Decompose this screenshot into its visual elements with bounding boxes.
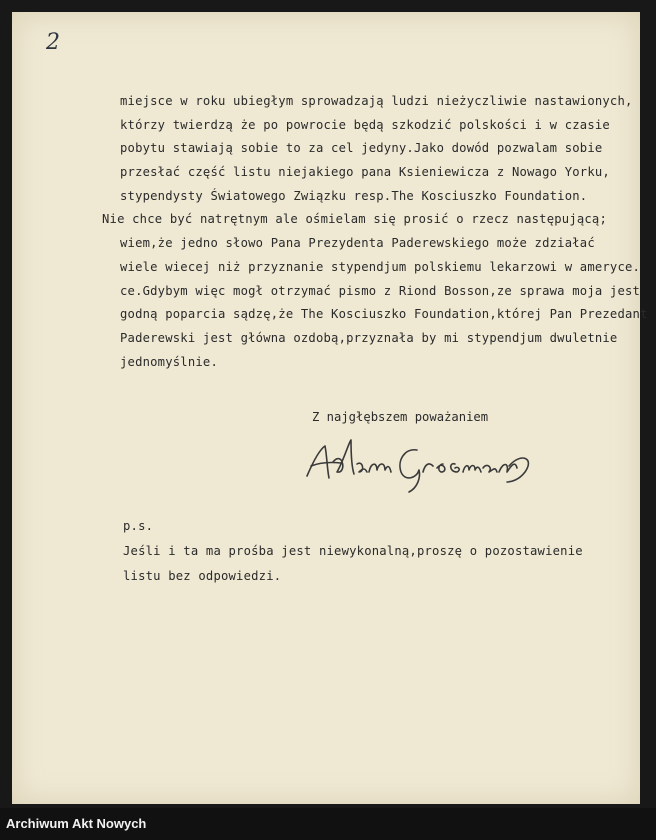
body-line: wiele wiecej niż przyznanie stypendjum polskiemu lekarzowi w ameryce.: [120, 259, 641, 274]
body-line: stypendysty Światowego Związku resp.The Kosciuszko Foundation.: [120, 188, 588, 203]
body-line: wiem,że jedno słowo Pana Prezydenta Paderewskiego może zdziałać: [120, 236, 595, 251]
postscript-line: Jeśli i ta ma prośba jest niewykonalną,proszę o pozostawienie: [123, 544, 583, 558]
body-line: jednomyślnie.: [120, 354, 218, 369]
closing-salutation: Z najgłębszem poważaniem: [312, 410, 489, 424]
archive-name: Archiwum Akt Nowych: [6, 816, 147, 831]
letter-page: [12, 12, 648, 804]
letter-body: [102, 90, 648, 374]
body-line: Nie chce być natrętnym ale ośmielam się prosić o rzecz następującą;: [102, 212, 608, 227]
body-line: którzy twierdzą że po powrocie będą szkodzić polskości i w czasie: [120, 117, 610, 132]
body-line: pobytu stawiają sobie to za cel jedyny.Jako dowód pozwalam sobie: [120, 141, 603, 156]
archive-footer: [0, 808, 656, 840]
body-line: miejsce w roku ubiegłym sprowadzają ludzi nieżyczliwie nastawionych,: [120, 94, 633, 108]
postscript: [123, 514, 583, 589]
postscript-line: listu bez odpowiedzi.: [123, 569, 282, 583]
body-line: godną poparcia sądzę,że The Kosciuszko Foundation,której Pan Prezedant: [120, 307, 648, 322]
postscript-label: p.s.: [123, 519, 154, 533]
body-line: przesłać część listu niejakiego pana Ksieniewicza z Nowago Yorku,: [120, 165, 610, 180]
body-line: Paderewski jest główna ozdobą,przyznała by mi stypendjum dwuletnie: [120, 330, 618, 345]
body-line: ce.Gdybym więc mogł otrzymać pismo z Riond Bosson,ze sprawa moja jest: [120, 283, 641, 298]
handwritten-signature: [297, 432, 537, 500]
page-number: 2: [46, 30, 60, 55]
